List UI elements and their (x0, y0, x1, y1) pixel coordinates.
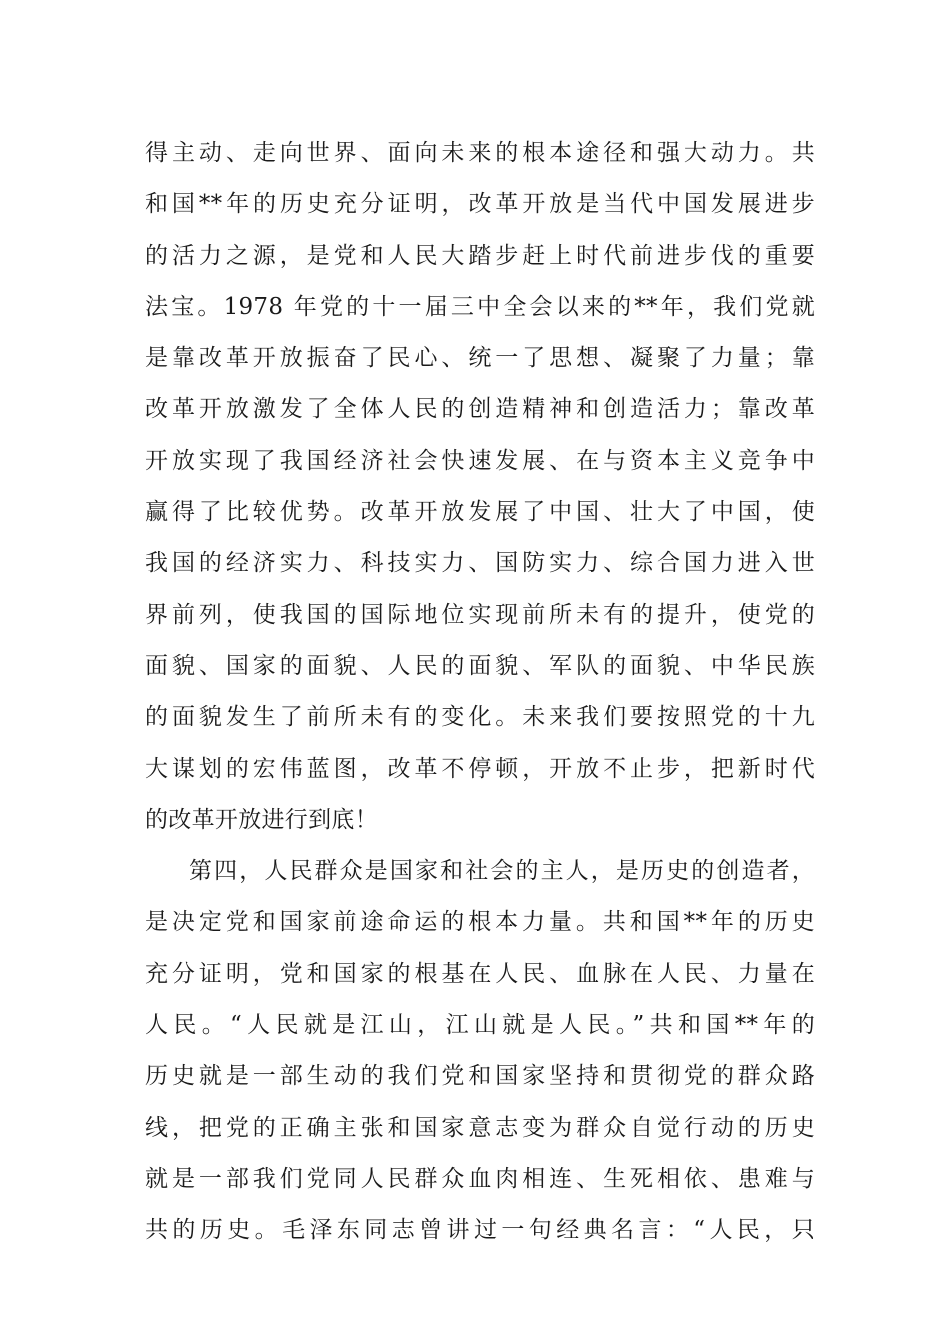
text-line: 共的历史。毛泽东同志曾讲过一句经典名言：“人民，只 (145, 1217, 815, 1244)
text-line: 线，把党的正确主张和国家意志变为群众自觉行动的历史 (145, 1114, 815, 1141)
text-line: 赢得了比较优势。改革开放发展了中国、壮大了中国，使 (145, 499, 815, 526)
text-line: 的活力之源，是党和人民大踏步赶上时代前进步伐的重要 (145, 242, 815, 269)
text-line: 开放实现了我国经济社会快速发展、在与资本主义竞争中 (145, 447, 815, 474)
text-line: 人民。“人民就是江山，江山就是人民。”共和国**年的 (145, 1012, 815, 1039)
text-line: 得主动、走向世界、面向未来的根本途径和强大动力。共 (145, 140, 815, 166)
text-line: 大谋划的宏伟蓝图，改革不停顿，开放不止步，把新时代 (145, 755, 815, 782)
body-text (145, 128, 815, 1257)
text-line: 历史就是一部生动的我们党和国家坚持和贯彻党的群众路 (145, 1063, 815, 1090)
text-line: 改革开放激发了全体人民的创造精神和创造活力；靠改革 (145, 396, 815, 423)
paragraph-end-line: 的改革开放进行到底！ (145, 806, 378, 833)
paragraph-start-line: 第四，人民群众是国家和社会的主人，是历史的创造者， (189, 858, 815, 885)
text-line: 是靠改革开放振奋了民心、统一了思想、凝聚了力量；靠 (145, 345, 815, 372)
text-line: 和国**年的历史充分证明，改革开放是当代中国发展进步 (145, 191, 815, 218)
text-line: 我国的经济实力、科技实力、国防实力、综合国力进入世 (145, 550, 815, 577)
text-line: 的面貌发生了前所未有的变化。未来我们要按照党的十九 (145, 704, 815, 731)
text-line: 充分证明，党和国家的根基在人民、血脉在人民、力量在 (145, 960, 815, 987)
text-line: 就是一部我们党同人民群众血肉相连、生死相依、患难与 (145, 1165, 815, 1192)
text-line: 是决定党和国家前途命运的根本力量。共和国**年的历史 (145, 909, 815, 936)
text-line: 界前列，使我国的国际地位实现前所未有的提升，使党的 (145, 601, 815, 628)
text-line: 面貌、国家的面貌、人民的面貌、军队的面貌、中华民族 (145, 652, 815, 679)
text-line: 法宝。1978 年党的十一届三中全会以来的**年，我们党就 (145, 293, 815, 320)
